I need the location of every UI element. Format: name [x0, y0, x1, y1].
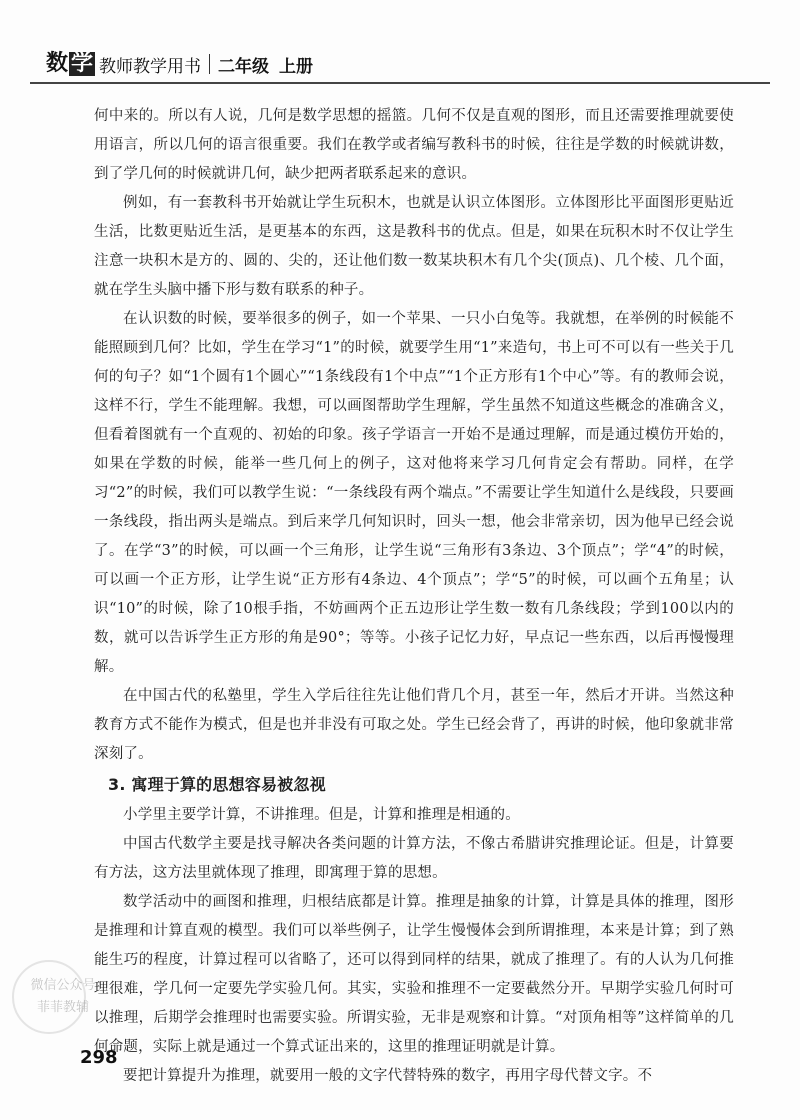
watermark-line-1: 微信公众号 — [30, 978, 96, 993]
grade-label: 二年级 — [218, 56, 270, 77]
header-divider — [209, 54, 210, 74]
watermark — [8, 975, 118, 1019]
running-header — [46, 48, 313, 80]
paragraph-1: 何中来的。所以有人说，几何是数学思想的摇篮。几何不仅是直观的图形，而且还需要推理就要使用语言，所以几何的语言很重要。我们在教学或者编写教科书的时候，往往是学数的时候就讲数，到了学几何的时候就讲几何，缺少把两者联系起来的意识。 — [94, 108, 734, 182]
paragraph-4: 在中国古代的私塾里，学生入学后往往先让他们背几个月，甚至一年，然后才开讲。当然这种教育方式不能作为模式，但是也并非没有可取之处。学生已经会背了，再讲的时候，他印象就非常深刻了。 — [94, 688, 734, 762]
paragraph-6: 中国古代数学主要是找寻解决各类问题的计算方法，不像古希腊讲究推理论证。但是，计算要有方法，这方法里就体现了推理，即寓理于算的思想。 — [94, 836, 734, 881]
header-rule — [30, 82, 770, 84]
paragraph-2: 例如，有一套教科书开始就让学生玩积木，也就是认识立体图形。立体图形比平面图形更贴近生活，比数更贴近生活，是更基本的东西，这是教科书的优点。但是，如果在玩积木时不仅让学生注意一块积木是方的、圆的、尖的，还让他们数一数某块积木有几个尖(顶点)、几个棱、几个面，就在学生头脑中播下形与数有联系的种子。 — [94, 195, 734, 298]
section-heading: 3. 寓理于算的思想容易被忽视 — [108, 775, 326, 794]
book-title: 教师教学用书 — [99, 56, 202, 77]
volume-label: 上册 — [279, 56, 314, 77]
page-number: 298 — [80, 1047, 118, 1068]
paragraph-3: 在认识数的时候，要举很多的例子，如一个苹果、一只小白兔等。我就想，在举例的时候能不能照顾到几何？比如，学生在学习“1”的时候，就要学生用“1”来造句，书上可不可以有一些关于几何的句子？如“1个圆有1个圆心”“1条线段有1个中点”“1个正方形有1个中心”等。有的教师会说，这样不行，学生不能理解。我想，可以画图帮助学生理解，学生虽然不知道这些概念的准确含义，但看着图就有一个直观的、初始的印象。孩子学语言一开始不是通过理解，而是通过模仿开始的，如果在学数的时候，能举一些几何上的例子，这对他将来学习几何肯定会有帮助。同样，在学习“2”的时候，我们可以教学生说：“一条线段有两个端点。”不需要让学生知道什么是线段，只要画一条线段，指出两头是端点。到后来学几何知识时，回头一想，他会非常亲切，因为他早已经会说了。在学“3”的时候，可以画一个三角形，让学生说“三角形有3条边、3个顶点”；学“4”的时候，可以画一个正方形，让学生说“正方形有4条边、4个顶点”；学“5”的时候，可以画个五角星；认识“10”的时候，除了10根手指，不妨画两个正五边形让学生数一数有几条线段；学到100以内的数，就可以告诉学生正方形的角是90°；等等。小孩子记忆力好，早点记一些东西，以后再慢慢理解。 — [94, 311, 734, 675]
paragraph-7: 数学活动中的画图和推理，归根结底都是计算。推理是抽象的计算，计算是具体的推理，图形是推理和计算直观的模型。我们可以举些例子，让学生慢慢体会到所谓推理，本来是计算；到了熟能生巧的程度，计算过程可以省略了，还可以得到同样的结果，就成了推理了。有的人认为几何推理很难，学几何一定要先学实验几何。其实，实验和推理不一定要截然分开。早期学实验几何时可以推理，后期学会推理时也需要实验。所谓实验，无非是观察和计算。“对顶角相等”这样简单的几何命题，实际上就是通过一个算式证出来的，这里的推理证明就是计算。 — [94, 894, 734, 1055]
page-body — [94, 102, 734, 1091]
paragraph-8: 要把计算提升为推理，就要用一般的文字代替特殊的数字，再用字母代替文字。不 — [123, 1068, 653, 1084]
paragraph-5: 小学里主要学计算，不讲推理。但是，计算和推理是相通的。 — [123, 807, 520, 823]
watermark-line-2: 菲菲教辅 — [36, 1000, 89, 1015]
logo-char-2: 学 — [71, 51, 94, 76]
subject-logo — [46, 52, 95, 76]
logo-char-1: 数 — [46, 51, 69, 76]
